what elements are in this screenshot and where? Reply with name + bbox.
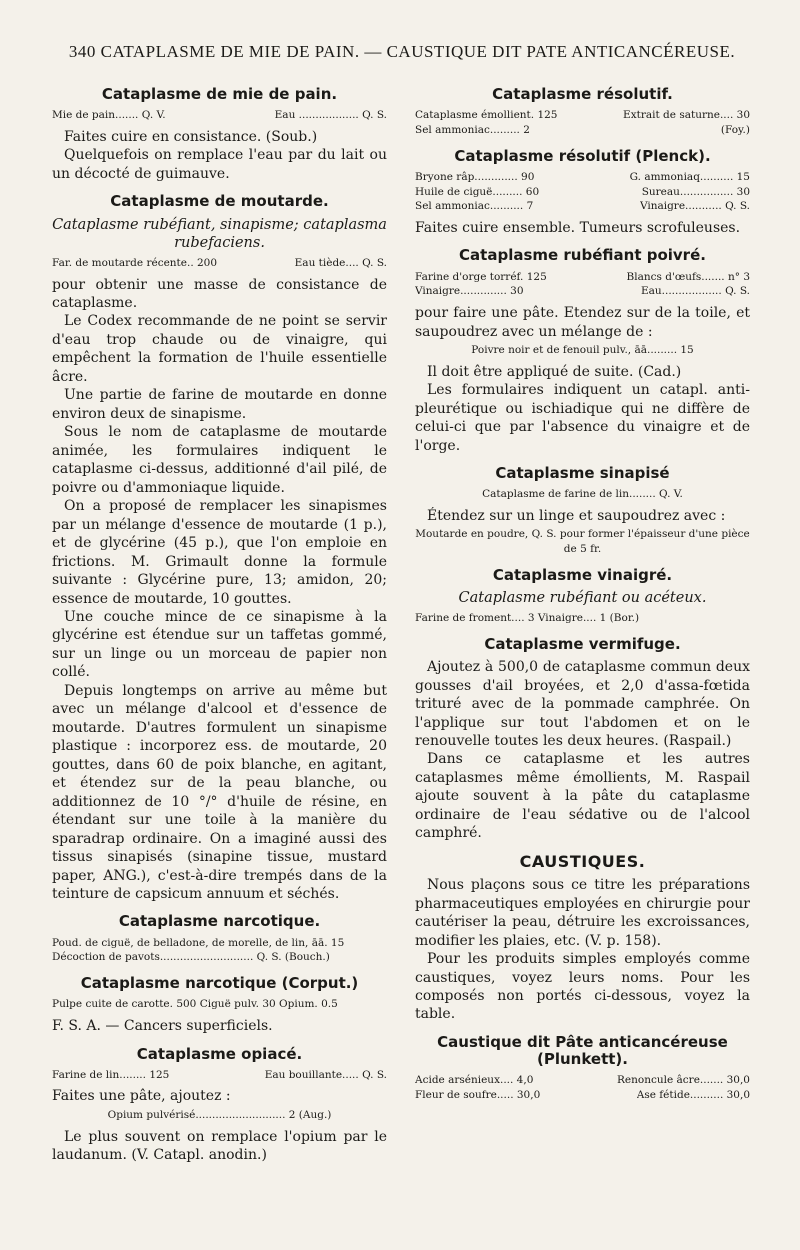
section-title-sinapise: Cataplasme sinapisé xyxy=(495,464,670,482)
recipe-line: Blancs d'œufs....... n° 3 xyxy=(626,270,750,283)
paragraph: Une partie de farine de moutarde en donne environ deux de sinapisme. xyxy=(52,387,387,422)
paragraph: pour faire une pâte. Etendez sur de la toile, et saupoudrez avec un mélange de : xyxy=(415,305,750,340)
recipe-line: Sureau................ 30 xyxy=(641,185,750,198)
section-title-resolutif: Cataplasme résolutif. xyxy=(492,85,673,103)
recipe-resolutif xyxy=(415,108,750,137)
section-title-pate-anticancereuse: Caustique dit Pâte anticancéreuse (Plunkett). xyxy=(437,1032,728,1069)
recipe-opiace xyxy=(52,1068,387,1083)
recipe-line: Huile de ciguë......... 60 xyxy=(415,185,540,198)
two-columns xyxy=(52,76,752,1165)
recipe-line: Cataplasme émollient. 125 xyxy=(415,109,558,122)
paragraph: Sous le nom de cataplasme de moutarde animée, les formulaires indiquent le cataplasme ci-dessus, additionné d'ail pilé, de poivre ou d'ammoniaque liquide. xyxy=(52,424,387,496)
paragraph: Une couche mince de ce sinapisme à la glycérine est étendue sur un taffetas gommé, sur un linge ou un morceau de papier non collé. xyxy=(52,608,387,681)
recipe-narcotique xyxy=(52,936,387,965)
recipe-line: Eau .................. Q. S. xyxy=(274,109,387,122)
paragraph: Il doit être appliqué de suite. (Cad.) xyxy=(427,363,682,380)
section-title-moutarde: Cataplasme de moutarde. xyxy=(110,192,329,211)
recipe-line: Moutarde en poudre, Q. S. pour former l'épaisseur d'une pièce de 5 fr. xyxy=(415,528,750,556)
recipe-line: Vinaigre.............. 30 xyxy=(415,285,524,298)
recipe-line: Mie de pain....... Q. V. xyxy=(52,109,166,122)
right-column xyxy=(415,76,750,1165)
paragraph: Le plus souvent on remplace l'opium par le laudanum. (V. Catapl. anodin.) xyxy=(52,1128,387,1164)
section-title-rubefiant-poivre: Cataplasme rubéfiant poivré. xyxy=(459,246,706,265)
paragraph: Les formulaires indiquent un catapl. anti-pleurétique ou ischiadique qui ne diffère de celui-ci que par l'absence du vinaigre et de l'orge. xyxy=(415,382,750,454)
section-subtitle: Cataplasme rubéfiant ou acéteux. xyxy=(458,590,707,607)
paragraph: pour obtenir une masse de consistance de cataplasme. xyxy=(52,276,387,311)
recipe-line: Poud. de ciguë, de belladone, de morelle, de lin, āā. 15 xyxy=(52,936,345,949)
recipe-line: Poivre noir et de fenouil pulv., āā......... 15 xyxy=(471,343,694,356)
section-title-resolutif-plenck: Cataplasme résolutif (Plenck). xyxy=(454,146,711,165)
recipe-sinapise: Cataplasme de farine de lin........ Q. V. xyxy=(482,488,683,501)
section-title-mie-de-pain: Cataplasme de mie de pain. xyxy=(101,85,338,103)
recipe-line: Eau.................. Q. S. xyxy=(640,285,750,298)
recipe-pate-anticancereuse xyxy=(415,1073,750,1102)
recipe-line: Bryone râp............. 90 xyxy=(415,170,535,183)
recipe-narcotique-corput: Pulpe cuite de carotte. 500 Ciguë pulv. 30 Opium. 0.5 xyxy=(52,998,338,1011)
section-subtitle: Cataplasme rubéfiant, sinapisme; cataplasma rubefaciens. xyxy=(52,216,387,251)
recipe-mie-de-pain xyxy=(52,108,387,123)
paragraph: Dans ce cataplasme et les autres cataplasmes même émollients, M. Raspail ajoute souvent à la pâte du cataplasme ordinaire de l'eau sédative ou de l'alcool camphré. xyxy=(415,751,750,842)
recipe-line: G. ammoniaq.......... 15 xyxy=(629,170,750,183)
recipe-line: Farine de lin........ 125 xyxy=(52,1068,170,1081)
recipe-line: Sel ammoniac......... 2 xyxy=(415,123,530,136)
paragraph: Pour les produits simples employés comme caustiques, voyez leurs noms. Pour les composés non portés ci-dessous, voyez la table. xyxy=(415,951,750,1023)
recipe-line: Extrait de saturne.... 30 xyxy=(623,109,750,122)
section-title-vermifuge: Cataplasme vermifuge. xyxy=(484,634,681,653)
recipe-line: Eau tiède.... Q. S. xyxy=(294,256,387,269)
recipe-line: Ase fétide.......... 30,0 xyxy=(636,1089,750,1102)
paragraph: Faites cuire ensemble. Tumeurs scrofuleuses. xyxy=(415,219,741,236)
paragraph: On a proposé de remplacer les sinapismes par un mélange d'essence de moutarde (1 p.), et de glycérine (45 p.), que l'on emploie en frictions. M. Grimault donne la formule suivante : Glycérine pure, 13; amidon, 20; essence de moutarde, 10 gouttes. xyxy=(52,498,387,607)
recipe-line: Acide arsénieux.... 4,0 xyxy=(415,1074,534,1087)
recipe-line: Fleur de soufre..... 30,0 xyxy=(415,1089,541,1102)
paragraph: Faites une pâte, ajoutez : xyxy=(52,1088,231,1105)
recipe-resolutif-plenck xyxy=(415,170,750,214)
recipe-line: Opium pulvérisé........................... 2 (Aug.) xyxy=(107,1108,332,1121)
recipe-line: Far. de moutarde récente.. 200 xyxy=(52,256,218,269)
section-title-narcotique-corput: Cataplasme narcotique (Corput.) xyxy=(80,974,359,993)
paragraph: Faites cuire en consistance. (Soub.) xyxy=(64,128,318,145)
paragraph: Nous plaçons sous ce titre les préparations pharmaceutiques employées en chirurgie pour cautériser la peau, détruire les excroissances, modifier les plaies, etc. (V. p. 158). xyxy=(415,877,750,949)
section-title-caustiques: CAUSTIQUES. xyxy=(519,851,646,871)
paragraph: F. S. A. — Cancers superficiels. xyxy=(52,1018,273,1035)
paragraph: Le Codex recommande de ne point se servir d'eau trop chaude ou de vinaigre, qui empêchent la formation de l'huile essentielle âcre. xyxy=(52,313,387,385)
section-title-vinaigre: Cataplasme vinaigré. xyxy=(492,565,673,584)
recipe-line: Farine d'orge torréf. 125 xyxy=(415,270,547,283)
recipe-line: Renoncule âcre....... 30,0 xyxy=(617,1074,750,1087)
recipe-line: Sel ammoniac.......... 7 xyxy=(415,200,534,213)
recipe-line: Vinaigre........... Q. S. xyxy=(639,200,750,213)
paragraph: Ajoutez à 500,0 de cataplasme commun deux gousses d'ail broyées, et 2,0 d'assa-fœtida trituré avec de la pommade camphrée. On l'applique sur tout l'abdomen et on le renouvelle toutes les deux heures. (Raspail.) xyxy=(415,659,750,749)
running-head: 340 CATAPLASME DE MIE DE PAIN. — CAUSTIQUE DIT PATE ANTICANCÉREUSE. xyxy=(68,42,736,61)
section-title-narcotique: Cataplasme narcotique. xyxy=(118,912,321,931)
recipe-moutarde xyxy=(52,256,387,271)
recipe-rubefiant-poivre xyxy=(415,270,750,299)
left-column xyxy=(52,76,387,1165)
recipe-author: (Foy.) xyxy=(720,123,750,136)
recipe-line: Eau bouillante..... Q. S. xyxy=(264,1068,387,1081)
paragraph: Étendez sur un linge et saupoudrez avec : xyxy=(427,507,726,524)
recipe-line: Décoction de pavots............................ Q. S. (Bouch.) xyxy=(52,951,330,964)
recipe-vinaigre: Farine de froment.... 3 Vinaigre.... 1 (Bor.) xyxy=(415,612,640,625)
section-title-opiace: Cataplasme opiacé. xyxy=(136,1044,303,1063)
paragraph: Depuis longtemps on arrive au même but avec un mélange d'alcool et d'essence de moutarde. D'autres formulent un sinapisme plastique : incorporez ess. de moutarde, 20 gouttes, dans 60 de poix blanche, en agitant, et étendez sur de la peau blanche, ou additionnez de 10 °/° d'huile de résine, en étendant sur une toile à la manière du sparadrap ordinaire. On a imaginé aussi des tissus sinapisés (sinapine tissue, mustard paper, ANG.), c'est-à-dire trempés dans de la teinture de capsicum annuum et séchés. xyxy=(52,682,387,902)
paragraph: Quelquefois on remplace l'eau par du lait ou un décocté de guimauve. xyxy=(52,147,387,182)
